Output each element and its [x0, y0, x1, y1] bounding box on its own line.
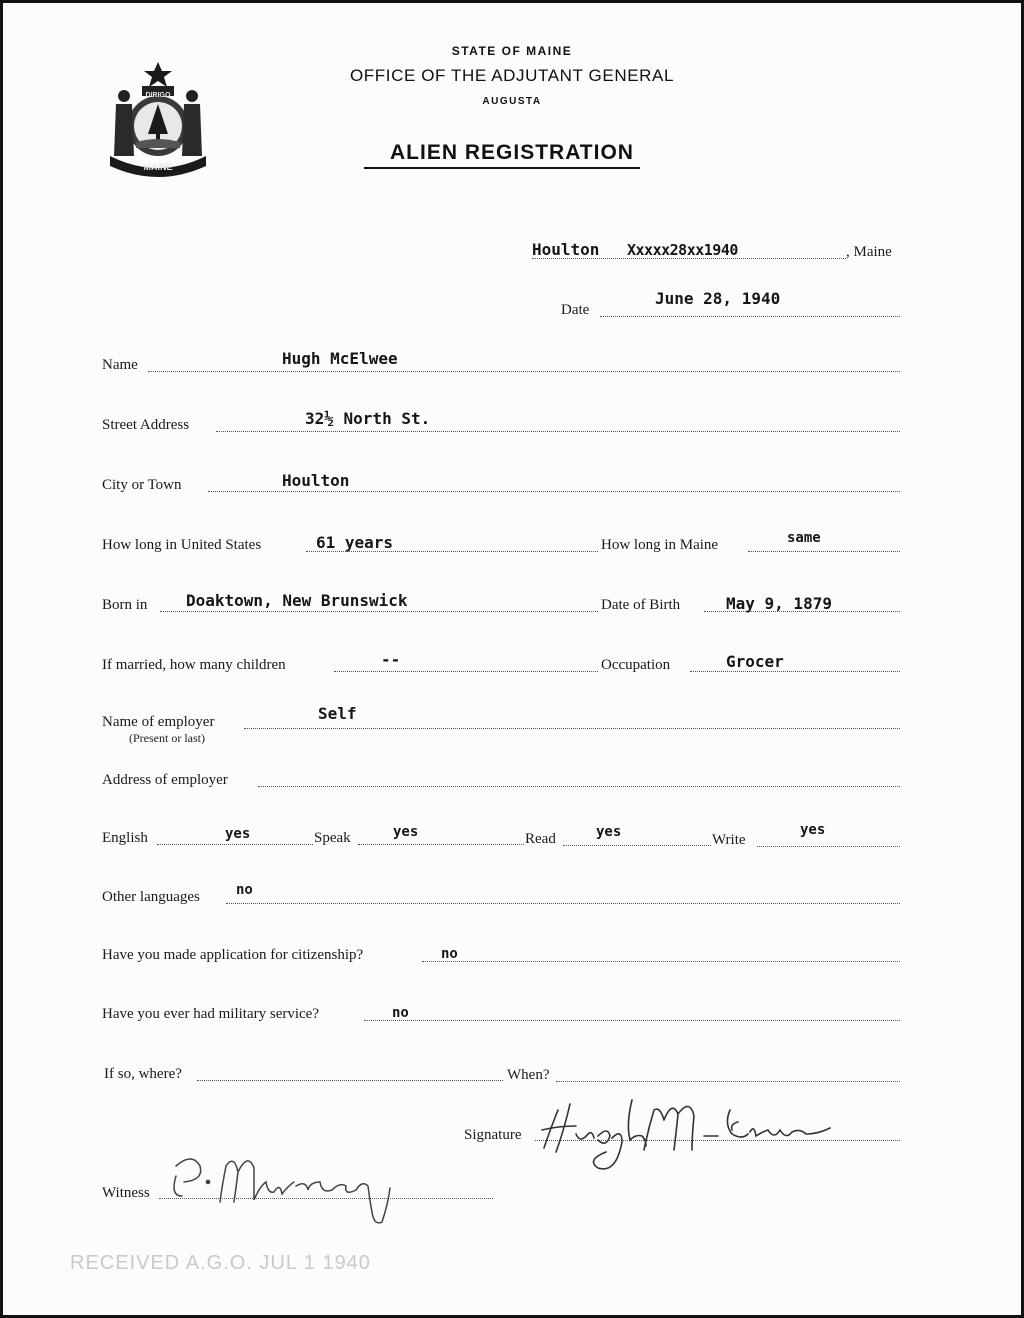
citizenship-value: no: [441, 946, 458, 962]
name-line: [148, 371, 900, 372]
state-heading: STATE OF MAINE: [451, 44, 573, 58]
military-value: no: [392, 1005, 409, 1021]
write-value: yes: [800, 822, 826, 838]
write-label: Write: [712, 832, 746, 848]
military-label: Have you ever had military service?: [102, 1006, 319, 1022]
city-line: [208, 491, 900, 492]
occupation-value: Grocer: [726, 652, 784, 671]
name-label: Name: [102, 357, 138, 373]
city-value: Houlton: [282, 471, 350, 490]
street-line: [216, 431, 900, 432]
years-maine-line: [748, 551, 900, 552]
city-label: City or Town: [102, 477, 182, 493]
city-heading: AUGUSTA: [482, 96, 542, 107]
other-languages-line: [226, 903, 900, 904]
employer-address-label: Address of employer: [102, 772, 228, 788]
where-label: If so, where?: [104, 1066, 182, 1082]
speak-label: Speak: [314, 830, 351, 846]
years-us-label: How long in United States: [102, 537, 262, 553]
citizenship-label: Have you made application for citizenship?: [102, 947, 364, 963]
citizenship-line: [422, 961, 900, 962]
write-line: [757, 846, 900, 847]
english-value: yes: [225, 826, 251, 842]
date-label: Date: [561, 302, 590, 318]
employer-sublabel: (Present or last): [129, 731, 205, 745]
other-languages-value: no: [236, 882, 253, 898]
read-line: [563, 845, 711, 846]
employer-value: Self: [318, 704, 357, 723]
english-line: [157, 844, 313, 845]
signature-handwriting: [536, 1090, 836, 1176]
street-label: Street Address: [102, 417, 190, 433]
english-label: English: [102, 830, 148, 846]
children-label: If married, how many children: [102, 657, 286, 673]
place-suffix: , Maine: [846, 244, 892, 260]
office-heading: OFFICE OF THE ADJUTANT GENERAL: [349, 66, 675, 85]
street-value: 32½ North St.: [305, 409, 431, 428]
place-struck-text: Xxxxx28xx1940: [627, 241, 738, 259]
years-us-value: 61 years: [316, 533, 394, 552]
seal-motto: DIRIGO: [145, 92, 171, 99]
employer-line: [244, 728, 900, 729]
date-value: June 28, 1940: [655, 289, 781, 308]
seal-label: MAINE: [143, 162, 173, 172]
other-languages-label: Other languages: [102, 889, 200, 905]
witness-handwriting: [162, 1146, 402, 1230]
years-maine-value: same: [787, 530, 821, 546]
title-underline: [364, 167, 640, 169]
when-line: [556, 1081, 900, 1082]
employer-address-line: [258, 786, 900, 787]
children-line: [334, 671, 598, 672]
military-line: [364, 1020, 900, 1021]
date-line: [600, 316, 900, 317]
years-maine-label: How long in Maine: [601, 537, 719, 553]
read-label: Read: [525, 831, 556, 847]
place-line: [532, 258, 846, 259]
read-value: yes: [596, 824, 622, 840]
dob-label: Date of Birth: [601, 597, 681, 613]
born-line: [160, 611, 598, 612]
occupation-line: [690, 671, 900, 672]
form-title: ALIEN REGISTRATION: [390, 141, 634, 164]
received-stamp: RECEIVED A.G.O. JUL 1 1940: [70, 1252, 371, 1274]
witness-label: Witness: [102, 1185, 150, 1201]
where-line: [197, 1080, 503, 1081]
speak-line: [358, 844, 524, 845]
born-value: Doaktown, New Brunswick: [186, 591, 408, 610]
occupation-label: Occupation: [601, 657, 671, 673]
name-value: Hugh McElwee: [282, 349, 398, 368]
children-value: --: [381, 650, 401, 669]
place-value: Houlton: [532, 240, 600, 259]
when-label: When?: [507, 1067, 550, 1083]
born-label: Born in: [102, 597, 148, 613]
speak-value: yes: [393, 824, 419, 840]
dob-value: May 9, 1879: [726, 594, 832, 613]
signature-label: Signature: [464, 1127, 522, 1143]
employer-label: Name of employer: [102, 714, 215, 730]
